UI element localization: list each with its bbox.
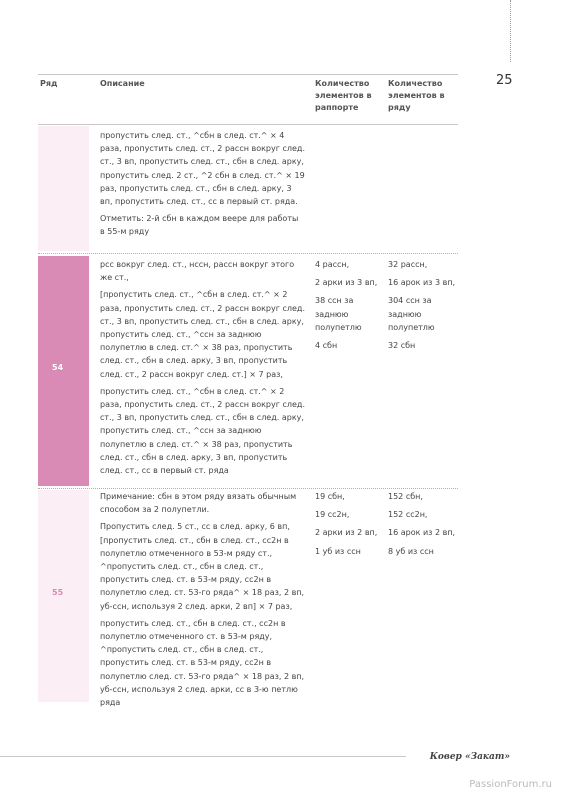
desc-note: Отметить: 2-й сбн в каждом веере для работы в 55-м ряду xyxy=(100,214,299,237)
row-total-count xyxy=(388,490,462,563)
total-item: 16 арок из 2 вп, xyxy=(388,528,456,538)
header-bottom-line xyxy=(38,124,458,125)
repeat-item: 2 арки из 2 вп, xyxy=(315,528,378,538)
header-repeat-count: Количество элементов в раппорте xyxy=(315,79,372,112)
row-number-cell xyxy=(38,490,89,702)
row-repeat-count xyxy=(315,490,383,563)
footer-line xyxy=(0,756,406,757)
row-separator xyxy=(38,488,458,489)
row-description xyxy=(100,129,305,243)
table-row xyxy=(0,490,566,708)
table-header xyxy=(0,78,566,126)
row-number: 55 xyxy=(52,588,64,597)
table-row xyxy=(0,256,566,486)
row-separator xyxy=(38,253,458,254)
desc-paragraph: пропустить след. ст., ^сбн в след. ст.^ × 2 раза, пропустить след. ст., 2 рассн вокруг след. ст., 3 вп, пропустить след. ст., сбн в след. арку, пропустить след. ст., ^ссн за заднюю полупетлю в след. ст.^ × 38 раз, пропустить след. ст., сбн в след. арку, 3 вп, пропустить след. ст., сс в первый ст. ряда xyxy=(100,386,305,476)
header-description: Описание xyxy=(100,79,145,88)
page-edge-dots xyxy=(510,0,511,62)
repeat-item: 4 рассн, xyxy=(315,260,350,269)
total-item: 304 ссн за заднюю полупетлю xyxy=(388,296,435,332)
desc-paragraph: пропустить след. ст., ^сбн в след. ст.^ × 4 раза, пропустить след. ст., 2 рассн вокруг след. ст., 3 вп, пропустить след. ст., сбн в след. арку, пропустить след. 2 ст., ^2 сбн в след. ст.^ × 19 раз, пропустить след. ст., сбн в след. арку, 3 вп, пропустить след. ст., сс в первый ст. ряда. xyxy=(100,131,305,207)
row-description xyxy=(100,258,305,481)
row-repeat-count xyxy=(315,258,383,357)
row-number-cell xyxy=(38,126,89,251)
total-item: 152 сс2н, xyxy=(388,510,428,520)
repeat-item: 38 ссн за заднюю полупетлю xyxy=(315,296,362,332)
desc-paragraph: пропустить след. ст., сбн в след. ст., сс2н в полупетлю отмеченного ст. в 53-м ряду, ^пропустить след. ст., сбн в след. ст., пропустить след. ст. в 53-м ряду, сс2н в полупетлю след. ст. 53-го ряда^ × 18 раз, 2 вп, уб-ссн, используя 2 след. арки, сс в 3-ю петлю ряда xyxy=(100,618,305,708)
desc-paragraph: рсс вокруг след. ст., нссн, рассн вокруг этого же ст., xyxy=(100,260,295,283)
page-number: 25 xyxy=(496,73,513,88)
row-description xyxy=(100,490,305,713)
row-number: 54 xyxy=(52,363,64,372)
total-item: 8 уб из ссн xyxy=(388,546,434,556)
desc-paragraph: [пропустить след. ст., ^сбн в след. ст.^ × 2 раза, пропустить след. ст., 2 рассн вокруг след. ст., 3 вп, пропустить след. ст., сбн в след. арку, пропустить след. ст., ^ссн за заднюю полупетлю в след. ст.^ × 38 раз, пропустить след. ст., сбн в след. арку, 3 вп, пропустить след. ст., 2 рассн вокруг след. ст.] × 7 раз, xyxy=(100,290,305,379)
repeat-item: 1 уб из ссн xyxy=(315,546,361,556)
table-row xyxy=(0,126,566,251)
header-top-line xyxy=(38,74,458,75)
desc-note: Примечание: сбн в этом ряду вязать обычным способом за 2 полупетли. xyxy=(100,492,297,515)
repeat-item: 2 арки из 3 вп, xyxy=(315,278,378,288)
total-item: 16 арок из 3 вп, xyxy=(388,278,456,288)
repeat-item: 19 сс2н, xyxy=(315,510,350,520)
watermark: PassionForum.ru xyxy=(469,779,552,790)
total-item: 32 рассн, xyxy=(388,260,428,269)
repeat-item: 19 сбн, xyxy=(315,492,345,501)
repeat-item: 4 сбн xyxy=(315,341,338,351)
row-total-count xyxy=(388,258,462,357)
total-item: 152 сбн, xyxy=(388,492,423,501)
desc-paragraph: Пропустить след. 5 ст., сс в след. арку, 6 вп, [пропустить след. ст., сбн в след. ст., сс2н в полупетлю отмеченного в 53-м ряду ст., ^пропустить след. ст., сбн в след. ст., пропустить след. ст. в 53-м ряду, сс2н в полупетлю след. ст. 53-го ряда^ × 18 раз, 2 вп, уб-ссн, используя 2 след. арки, 2 вп] × 7 раз, xyxy=(100,522,305,611)
row-number-cell xyxy=(38,256,89,486)
header-row-count: Количество элементов в ряду xyxy=(388,79,445,112)
header-row: Ряд xyxy=(40,79,58,88)
total-item: 32 сбн xyxy=(388,341,416,351)
footer-title: Ковер «Закат» xyxy=(429,752,510,762)
